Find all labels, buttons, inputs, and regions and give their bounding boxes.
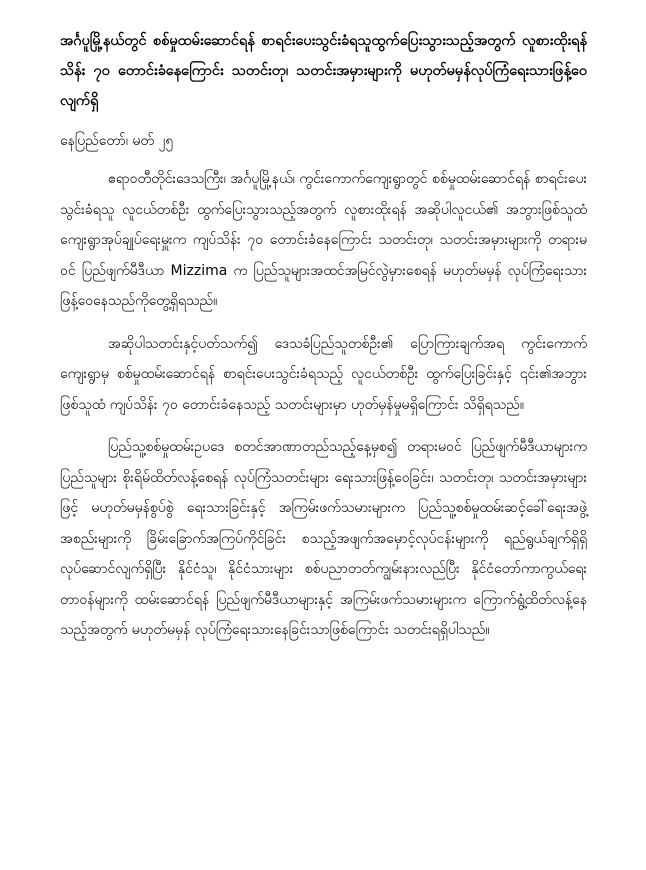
article-paragraph-2: အဆိုပါသတင်းနှင့်ပတ်သက်၍ ဒေသခံပြည်သူတစ်ဦး၏ ပြောကြားချက်အရ ကွင်းကောက်ကျေးရွာမှ စစ်မှုထမ်းဆောင်ရန် စာရင်းပေးသွင်းခံရသည့် လူငယ်တစ်ဦး ထွက်ပြေးခြင်းနှင့် ၎င်း၏အဘွားဖြစ်သူထံ ကျပ်သိန်း ၇၀ တောင်းခံနေသည့် သတင်းများမှာ ဟုတ်မှန်မှုမရှိကြောင်း သိရှိရသည်။	[60, 335, 587, 413]
article-paragraph-3: ပြည်သူ့စစ်မှုထမ်းဥပဒေ စတင်အာဏာတည်သည့်နေ့မှစ၍ တရားမဝင် ပြည်ဖျက်မီဒီယာများက ပြည်သူများ စိုးရိမ်ထိတ်လန့်စေရန် လုပ်ကြံသတင်းများ ရေးသားဖြန့်ဝေခြင်း၊ သတင်းတု၊ သတင်းအမှားများဖြင့် မဟုတ်မမှန်စွပ်စွဲ ရေးသားခြင်းနှင့် အကြမ်းဖက်သမားများက ပြည်သူ့စစ်မှုထမ်းဆင့်ခေါ်ရေးအဖွဲ့အစည်းများကို ခြိမ်းခြောက်အကြပ်ကိုင်ခြင်း စသည့်အဖျက်အမှောင့်လုပ်ငန်းများကို ရည်ရွယ်ချက်ရှိရှိ လုပ်ဆောင်လျက်ရှိပြီး နိုင်ငံသူ၊ နိုင်ငံသားများ စစ်ပညာတတ်ကျွမ်းနားလည်ပြီး နိုင်ငံတော်ကာကွယ်ရေးတာဝန်များကို ထမ်းဆောင်ရန် ပြည်ဖျက်မီဒီယာများနှင့် အကြမ်းဖက်သမားများက ကြောက်ရွံ့ထိတ်လန့်နေသည့်အတွက် မဟုတ်မမှန် လုပ်ကြံရေးသားနေခြင်းသာဖြစ်ကြောင်း သတင်းရရှိပါသည်။	[60, 439, 587, 638]
article	[60, 26, 587, 658]
article-dateline: နေပြည်တော်၊ မတ် ၂၅	[60, 133, 174, 149]
article-paragraph-1: ဧရာဝတီတိုင်းဒေသကြီး၊ အင်္ဂပူမြို့နယ်၊ ကွင်းကောက်ကျေးရွာတွင် စစ်မှုထမ်းဆောင်ရန် စာရင်းပေးသွင်းခံရသူ လူငယ်တစ်ဦး ထွက်ပြေးသွားသည့်အတွက် လူစားထိုးရန် အဆိုပါလူငယ်၏ အဘွားဖြစ်သူထံ ကျေးရွာအုပ်ချုပ်ရေးမှူးက ကျပ်သိန်း ၇၀ တောင်းခံနေကြောင်း သတင်းတု၊ သတင်းအမှားများကို တရားမဝင် ပြည်ဖျက်မီဒီယာ Mizzima က ပြည်သူများအထင်အမြင်လွဲမှားစေရန် မဟုတ်မမှန် လုပ်ကြံရေးသား ဖြန့်ဝေနေသည်ကိုတွေ့ရှိရသည်။	[60, 171, 587, 309]
article-headline: အင်္ဂပူမြို့နယ်တွင် စစ်မှုထမ်းဆောင်ရန် စာရင်းပေးသွင်းခံရသူထွက်ပြေးသွားသည့်အတွက် လူစားထိုးရန် သိန်း ၇၀ တောင်းခံနေကြောင်း သတင်းတု၊ သတင်းအမှားများကို မဟုတ်မမှန်လုပ်ကြံရေးသားဖြန့်ဝေလျက်ရှိ	[60, 33, 587, 109]
